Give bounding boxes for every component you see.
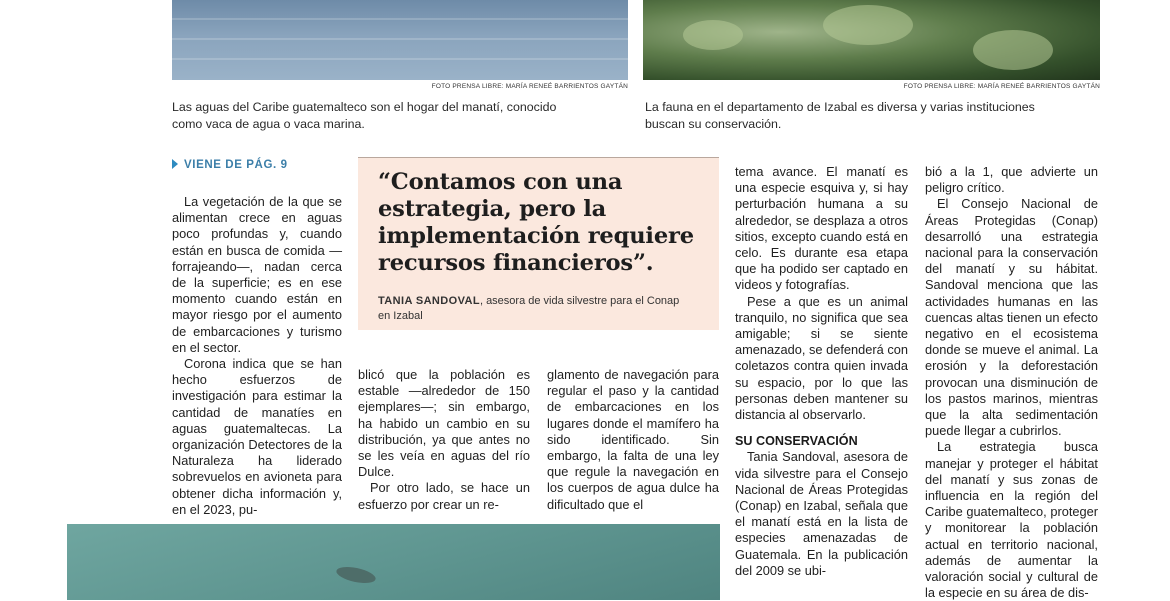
paragraph: El Consejo Nacional de Áreas Protegidas (Conap) desarrolló una estrategia nacional para la conservación del manatí y su hábitat. Sandoval menciona que las actividades humanas en las cuencas altas tienen un efecto negativo en el ecosistema donde se mueve el animal. La erosión y la deforestación provocan una disminución de los pastos marinos, mientras que la alta sedimentación puede llegar a cubrirlos.	[925, 196, 1098, 439]
manatee-aerial-photo	[67, 524, 720, 600]
section-subheading: SU CONSERVACIÓN	[735, 434, 858, 449]
continued-from-label	[172, 159, 288, 171]
photo-credit: FOTO PRENSA LIBRE: MARÍA RENEÉ BARRIENTOS GAYTÁN	[431, 83, 628, 90]
article-column-2	[358, 367, 530, 513]
continued-from-text: VIENE DE PÁG. 9	[184, 159, 288, 171]
paragraph: Por otro lado, se hace un esfuerzo por crear un re-	[358, 480, 530, 512]
paragraph: Pese a que es un animal tranquilo, no significa que sea amigable; si se siente amenazado, se defenderá con coletazos contra quien invada su espacio, por lo que las personas deben mantener su distancia al observarlo.	[735, 293, 908, 423]
foliage	[683, 20, 743, 50]
photo-caption	[172, 99, 632, 133]
caption-line: Las aguas del Caribe guatemalteco son el hogar del manatí, conocido	[172, 100, 557, 114]
paragraph: glamento de navegación para regular el paso y la cantidad de embarcaciones en los lugares donde el mamífero ha sido identificado. Sin embargo, la falta de una ley que regule la navegación en los cuerpos de agua dulce ha dificultado que el	[547, 367, 719, 512]
caption-line: como vaca de agua o vaca marina.	[172, 117, 365, 131]
paragraph: blicó que la población es estable —alrededor de 150 ejemplares—; sin embargo, ha habido un cambio en su distribución, ya que antes no se les veía en aguas del río Dulce.	[358, 367, 530, 480]
pull-quote: “Contamos con una estrategia, pero la implementación requiere recursos financieros”.	[378, 169, 694, 276]
paragraph: La estrategia busca manejar y proteger el hábitat del manatí y sus zonas de influencia en la región del Caribe guatemalteco, proteger y monitorear la población actual en territorio nacional, además de aumentar la valoración social y cultural de la especie en su área de dis-	[925, 439, 1098, 601]
ripple	[172, 18, 628, 20]
article-column-5	[925, 164, 1098, 601]
paragraph: Tania Sandoval, asesora de vida silvestre para el Consejo Nacional de Áreas Protegidas (Conap) en Izabal, señala que el manatí está en la lista de especies amenazadas de Guatemala. En la publicación del 2009 se ubi-	[735, 449, 908, 578]
photo-credit: FOTO PRENSA LIBRE: MARÍA RENEÉ BARRIENTOS GAYTÁN	[903, 83, 1100, 90]
ripple	[172, 38, 628, 40]
paragraph: tema avance. El manatí es una especie esquiva y, si hay perturbación humana a su alrededor, se desplaza a otros sitios, excepto cuando está en celo. Es durante esa etapa que ha podido ser captado en videos y fotografías.	[735, 164, 908, 293]
caption-line: buscan su conservación.	[645, 117, 782, 131]
quote-author-role: , asesora de vida silvestre para el Conap en Izabal	[378, 295, 680, 322]
forest-photo	[643, 0, 1100, 80]
ripple	[172, 58, 628, 60]
caption-line: La fauna en el departamento de Izabal es diversa y varias instituciones	[645, 100, 1035, 114]
paragraph: La vegetación de la que se alimentan crece en aguas poco profundas y, cuando están en busca de comida —forrajeando—, nadan cerca de la superficie; es en ese momento cuando están en mayor riesgo por el aumento de embarcaciones y turismo en el sector.	[172, 194, 342, 355]
article-column-1	[172, 194, 342, 518]
foliage	[973, 30, 1053, 70]
quote-author: TANIA SANDOVAL	[378, 295, 480, 307]
foliage	[823, 5, 913, 45]
photo-caption	[645, 99, 1115, 133]
sea-photo	[172, 0, 628, 80]
paragraph: Corona indica que se han hecho esfuerzos de investigación para estimar la cantidad de manatíes en aguas guatemaltecas. La organización Detectores de la Naturaleza ha liderado sobrevuelos en avioneta para obtener dicha información y, en el 2023, pu-	[172, 356, 342, 517]
paragraph: bió a la 1, que advierte un peligro crítico.	[925, 164, 1098, 196]
arrow-right-icon	[172, 159, 178, 169]
article-column-4	[735, 164, 908, 579]
pull-quote-attribution	[378, 294, 688, 323]
article-column-3	[547, 367, 719, 513]
